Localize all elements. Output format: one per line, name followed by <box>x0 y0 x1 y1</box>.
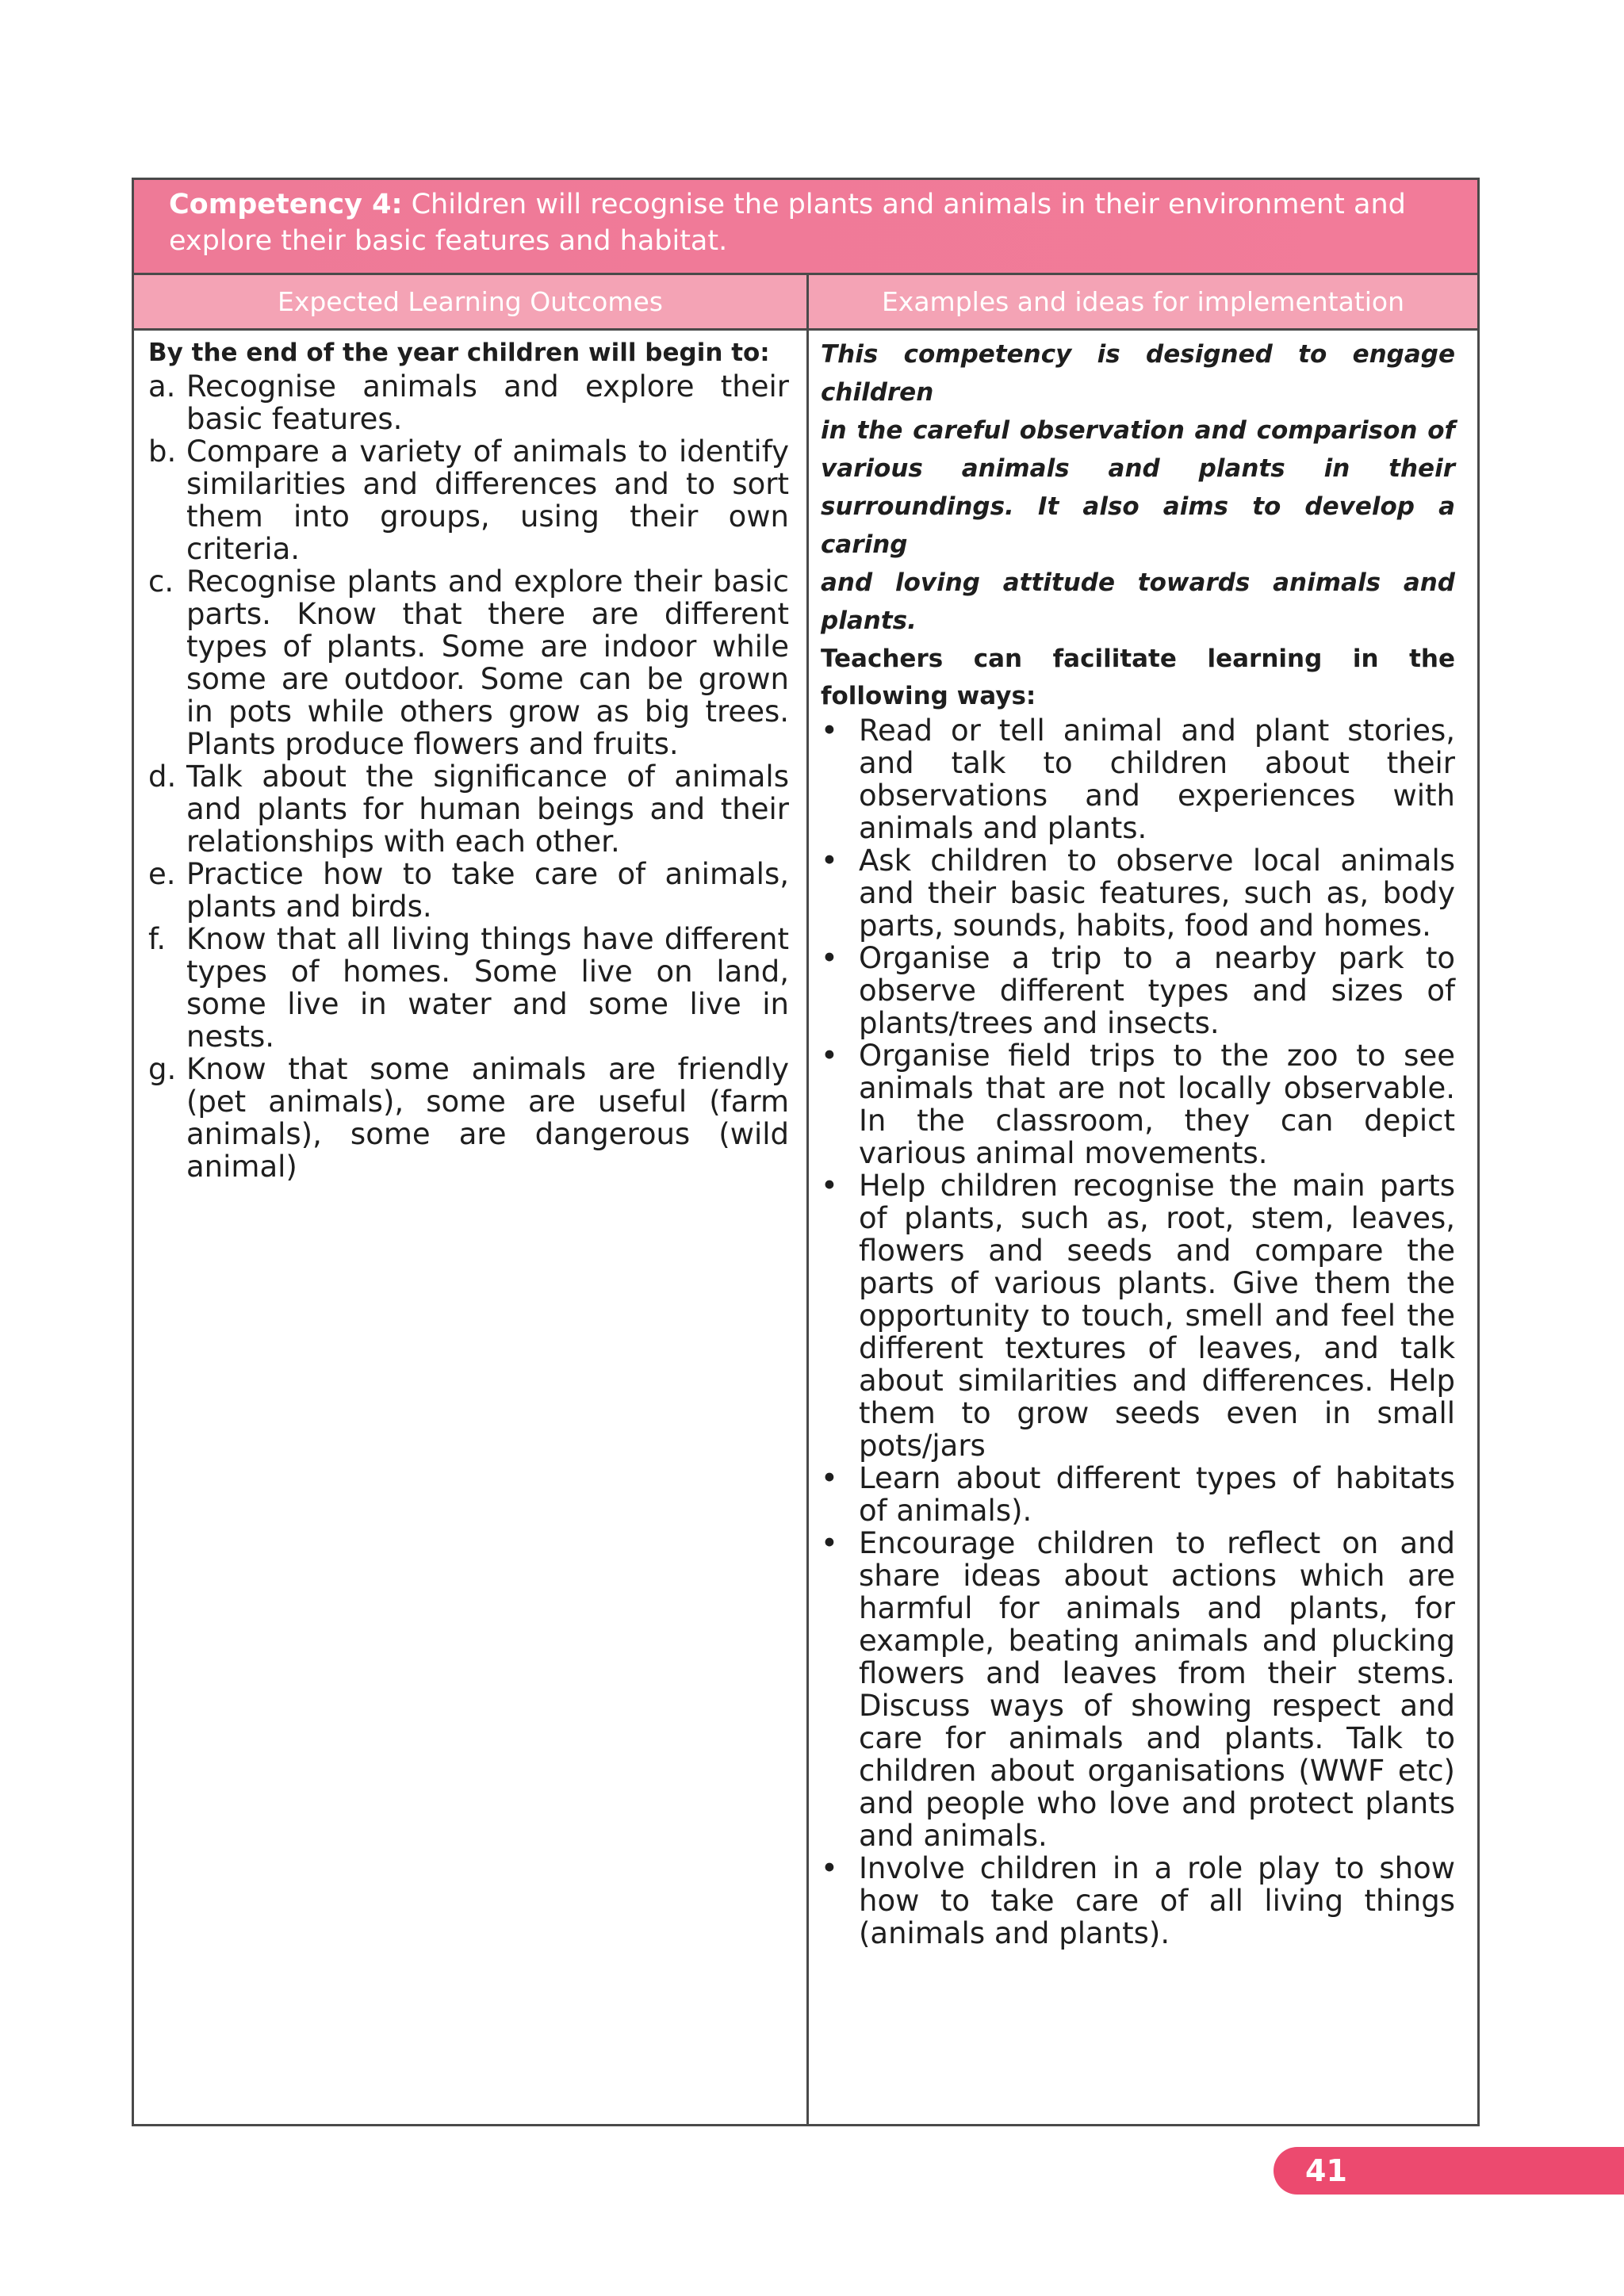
page-number-tab <box>1274 2147 1624 2195</box>
list-item-text: Learn about different types of habitats of animals). <box>859 1461 1455 1528</box>
list-item <box>148 370 789 435</box>
list-marker: g. <box>148 1052 177 1086</box>
list-item-text: Ask children to observe local animals and their basic features, such as, body parts, sounds, habits, food and homes. <box>859 844 1455 943</box>
outcomes-column <box>148 335 789 1183</box>
list-item <box>821 942 1455 1039</box>
list-item-text: Talk about the significance of animals and plants for human beings and their relationships with each other. <box>186 760 789 859</box>
list-item-text: Recognise animals and explore their basic features. <box>186 369 789 436</box>
list-marker: b. <box>148 434 177 469</box>
bullet-icon: • <box>821 1526 838 1560</box>
list-item <box>148 435 789 565</box>
competency-header <box>134 180 1477 275</box>
examples-intro-line: in the careful observation and comparison of <box>821 416 1455 445</box>
examples-list <box>821 714 1455 1950</box>
list-item-text: Help children recognise the main parts of plants, such as, root, stem, leaves, flowers and seeds and compare the parts of various plants. Give them the opportunity to touch, smell and feel the different textures of leaves, and talk about similarities and differences. Help them to grow seeds even in small pots/jars <box>859 1169 1455 1463</box>
examples-intro-line: and loving attitude towards animals and plants. <box>821 568 1455 635</box>
list-item-text: Practice how to take care of animals, plants and birds. <box>186 857 789 924</box>
bullet-icon: • <box>821 844 838 878</box>
list-item-text: Recognise plants and explore their basic parts. Know that there are different types of plants. Some are indoor while some are outdoor. Some can be grown in pots while others grow as big trees. Plants produce flowers and fruits. <box>186 564 789 761</box>
list-item <box>148 1053 789 1183</box>
list-item-text: Know that all living things have different types of homes. Some live on land, some live in water and some live in nests. <box>186 922 789 1054</box>
list-item <box>821 844 1455 942</box>
bullet-icon: • <box>821 1461 838 1495</box>
list-item <box>821 1462 1455 1527</box>
list-item-text: Organise a trip to a nearby park to observe different types and sizes of plants/trees and insects. <box>859 941 1455 1040</box>
competency-table <box>132 178 1480 2126</box>
examples-intro-teachers: Teachers can facilitate learning in the <box>821 645 1455 673</box>
list-item <box>148 923 789 1053</box>
column-header-examples: Examples and ideas for implementation <box>881 286 1405 317</box>
list-item <box>821 1169 1455 1462</box>
bullet-icon: • <box>821 941 838 975</box>
bullet-icon: • <box>821 1039 838 1073</box>
page-number: 41 <box>1305 2153 1347 2188</box>
examples-intro-line: various animals and plants in their <box>821 454 1455 483</box>
list-item-text: Read or tell animal and plant stories, and talk to children about their observations and experiences with animals and plants. <box>859 714 1455 845</box>
bullet-icon: • <box>821 714 838 748</box>
outcomes-intro: By the end of the year children will begin to: <box>148 339 770 367</box>
list-item <box>821 1852 1455 1950</box>
bullet-icon: • <box>821 1851 838 1885</box>
list-item <box>821 1527 1455 1852</box>
bullet-icon: • <box>821 1169 838 1203</box>
list-item <box>821 1039 1455 1169</box>
column-divider <box>806 275 809 2124</box>
list-marker: c. <box>148 564 174 599</box>
list-item <box>148 760 789 858</box>
list-marker: d. <box>148 760 177 794</box>
competency-label: Competency 4: <box>169 189 403 220</box>
examples-intro-ways: following ways: <box>821 682 1036 710</box>
list-item <box>148 858 789 923</box>
list-item-text: Know that some animals are friendly (pet animals), some are useful (farm animals), some are dangerous (wild animal) <box>186 1052 789 1184</box>
list-item-text: Organise field trips to the zoo to see animals that are not locally observable. In the classroom, they can depict various animal movements. <box>859 1039 1455 1170</box>
competency-text: Children will recognise the plants and animals in their environment and explore their basic features and habitat. <box>169 189 1406 257</box>
list-marker: a. <box>148 369 176 404</box>
list-item-text: Involve children in a role play to show how to take care of all living things (animals and plants). <box>859 1851 1455 1950</box>
examples-column <box>821 335 1455 1950</box>
list-item-text: Encourage children to reflect on and share ideas about actions which are harmful for animals and plants, for example, beating animals and plucking flowers and leaves from their stems. Discuss ways of showing respect and care for animals and plants. Talk to children about organisations (WWF etc) and people who love and protect plants and animals. <box>859 1526 1455 1853</box>
column-header-outcomes: Expected Learning Outcomes <box>277 286 663 317</box>
list-marker: f. <box>148 922 167 956</box>
column-header-row <box>134 275 1477 331</box>
examples-intro-line: surroundings. It also aims to develop a caring <box>821 492 1455 559</box>
examples-intro-line: This competency is designed to engage children <box>821 340 1455 407</box>
list-item <box>148 565 789 760</box>
outcomes-list <box>148 370 789 1183</box>
list-item-text: Compare a variety of animals to identify similarities and differences and to sort them into groups, using their own criteria. <box>186 434 789 566</box>
list-marker: e. <box>148 857 176 891</box>
list-item <box>821 714 1455 844</box>
